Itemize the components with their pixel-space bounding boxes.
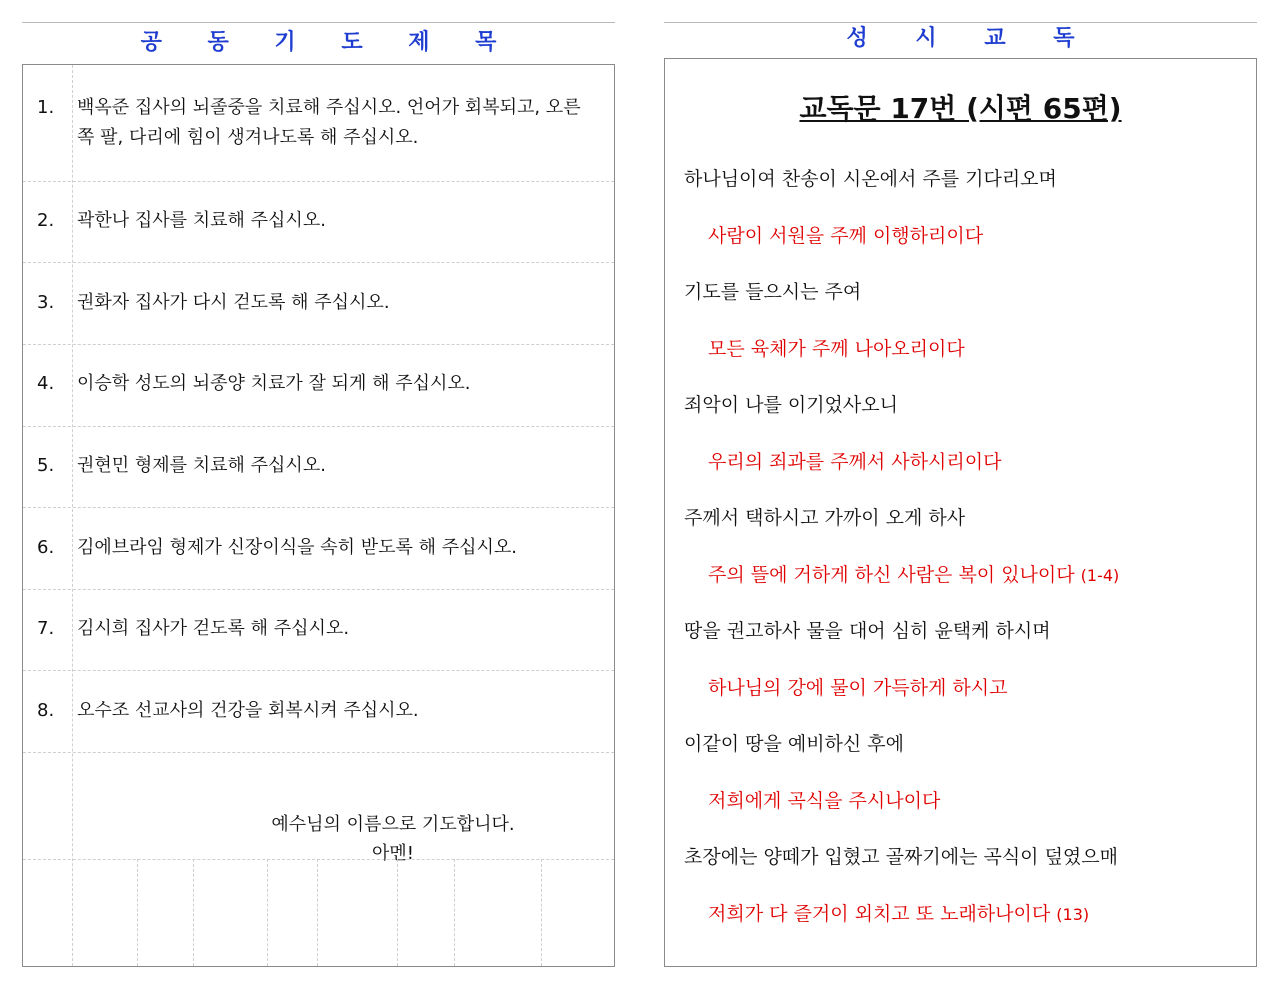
prayer-heading: 공 동 기 도 제 목	[140, 30, 497, 55]
prayer-item-text: 권화자 집사가 다시 걷도록 해 주십시오.	[77, 292, 390, 313]
grid-guide	[454, 859, 455, 966]
leader-verse	[665, 391, 1248, 419]
leader-verse	[665, 843, 1248, 871]
prayer-item-number: 1.	[37, 97, 55, 118]
closing-line: 예수님의 이름으로 기도합니다.	[271, 814, 515, 835]
prayer-item-text: 백옥준 집사의 뇌졸중을 치료해 주십시오. 언어가 회복되고, 오른쪽 팔, 다리에 힘이 생겨나도록 해 주십시오.	[77, 97, 581, 148]
prayer-item-text: 이승학 성도의 뇌종양 치료가 잘 되게 해 주십시오.	[77, 373, 471, 394]
verse-text: 모든 육체가 주께 나아오리이다	[708, 338, 965, 360]
row-divider	[23, 181, 614, 182]
prayer-item-text: 권현민 형제를 치료해 주십시오.	[77, 455, 326, 476]
verse-text: 사람이 서원을 주께 이행하리이다	[708, 225, 984, 247]
prayer-closing	[203, 810, 583, 868]
verse-text: 하나님의 강에 물이 가득하게 하시고	[708, 677, 1008, 699]
psalm-reading-panel	[664, 58, 1257, 967]
response-verse	[665, 448, 1248, 476]
leader-verse	[665, 617, 1248, 645]
verse-text: 기도를 들으시는 주여	[684, 281, 862, 303]
response-verse	[665, 335, 1248, 363]
verse-text: 주께서 택하시고 가까이 오게 하사	[684, 507, 966, 529]
verse-text: 초장에는 양떼가 입혔고 골짜기에는 곡식이 덮였으매	[684, 846, 1118, 868]
leader-verse	[665, 504, 1248, 532]
grid-guide	[137, 859, 138, 966]
grid-guide	[397, 859, 398, 966]
grid-guide	[267, 859, 268, 966]
psalm-title: 교독문 17번 (시편 65편)	[799, 92, 1122, 125]
verse-reference: (1-4)	[1080, 566, 1120, 585]
prayer-item-text: 오수조 선교사의 건강을 회복시켜 주십시오.	[77, 700, 419, 721]
verse-text: 저희에게 곡식을 주시나이다	[708, 790, 941, 812]
verse-reference: (13)	[1056, 905, 1090, 924]
prayer-item-number: 2.	[37, 210, 55, 231]
verse-text: 하나님이여 찬송이 시온에서 주를 기다리오며	[684, 168, 1057, 190]
response-verse	[665, 561, 1248, 590]
prayer-item-number: 3.	[37, 292, 55, 313]
prayer-header-rule	[22, 22, 615, 23]
prayer-item-number: 4.	[37, 373, 55, 394]
row-divider	[23, 344, 614, 345]
leader-verse	[665, 730, 1248, 758]
leader-verse	[665, 278, 1248, 306]
row-divider	[23, 670, 614, 671]
psalm-header-rule	[664, 22, 1257, 23]
prayer-item-text: 김시희 집사가 걷도록 해 주십시오.	[77, 618, 350, 639]
verse-text: 주의 뜰에 거하게 하신 사람은 복이 있나이다	[708, 564, 1075, 586]
prayer-item-number: 8.	[37, 700, 55, 721]
response-verse	[665, 900, 1248, 929]
row-divider	[23, 262, 614, 263]
margin-guide	[72, 65, 73, 966]
verse-text: 저희가 다 즐거이 외치고 또 노래하나이다	[708, 903, 1051, 925]
grid-guide	[541, 859, 542, 966]
row-divider	[23, 589, 614, 590]
response-verse	[665, 674, 1248, 702]
prayer-list-panel	[22, 64, 615, 967]
leader-verse	[665, 165, 1248, 193]
grid-guide	[317, 859, 318, 966]
prayer-item-number: 7.	[37, 618, 55, 639]
row-divider	[23, 752, 614, 753]
amen-line: 아멘!	[372, 843, 414, 864]
row-divider	[23, 426, 614, 427]
grid-guide	[193, 859, 194, 966]
prayer-item-text: 곽한나 집사를 치료해 주십시오.	[77, 210, 326, 231]
verse-text: 이같이 땅을 예비하신 후에	[684, 733, 905, 755]
prayer-item-text: 김에브라임 형제가 신장이식을 속히 받도록 해 주십시오.	[77, 537, 517, 558]
row-divider	[23, 507, 614, 508]
response-verse	[665, 787, 1248, 815]
response-verse	[665, 222, 1248, 250]
prayer-item-number: 6.	[37, 537, 55, 558]
verse-text: 땅을 권고하사 물을 대어 심히 윤택케 하시며	[684, 620, 1051, 642]
psalm-heading: 성 시 교 독	[846, 26, 1075, 51]
prayer-item-number: 5.	[37, 455, 55, 476]
verse-text: 우리의 죄과를 주께서 사하시리이다	[708, 451, 1002, 473]
verse-text: 죄악이 나를 이기었사오니	[684, 394, 898, 416]
